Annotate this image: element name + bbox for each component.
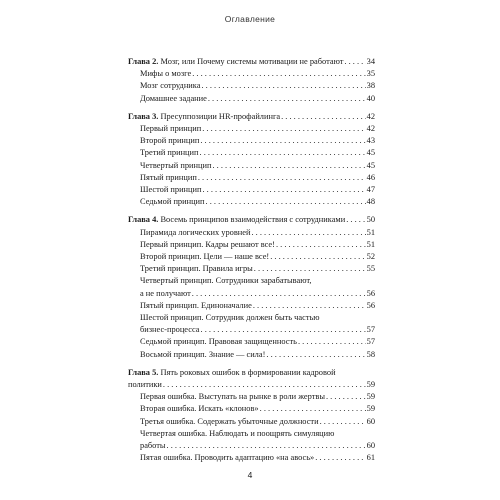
toc-item-line [140,172,375,184]
toc-item [128,349,375,361]
dot-leader [326,391,366,403]
dot-leader [276,239,366,251]
toc-item-title: Седьмой принцип [140,197,205,207]
dot-leader [253,300,366,312]
toc-item [128,160,375,172]
toc-item-line [140,123,375,135]
dot-leader [208,93,366,105]
toc-page-number: 42 [366,111,375,121]
toc-item-title: Первый принцип [140,124,202,134]
toc-item-title-line1: Четвертый принцип. Сотрудники зарабатывают, [140,276,312,286]
toc-page-number: 40 [366,93,375,103]
toc-chapter [128,56,375,105]
toc-item [128,263,375,275]
toc-item-line [140,184,375,196]
toc-page-number: 60 [366,441,375,451]
toc-item-line [140,440,375,452]
toc-item-title: Домашнее задание [140,93,207,103]
toc-item [128,135,375,147]
dot-leader [167,440,366,452]
dot-leader [270,251,365,263]
toc-item-title: Второй принцип [140,136,200,146]
toc-chapter-number: Глава 4. [128,215,159,225]
toc-page-number: 58 [366,349,375,359]
toc-item-title-line1: Шестой принцип. Сотрудник должен быть частью [140,313,320,323]
toc-page-number: 57 [366,325,375,335]
toc-item-title: Пирамида логических уровней [140,227,251,237]
toc-page-number: 55 [366,264,375,274]
toc-item [128,391,375,403]
toc-chapter-heading-line1 [128,367,375,379]
dot-leader [198,172,366,184]
toc-item-line [140,416,375,428]
toc-item-line [140,349,375,361]
toc-item-title: Третий принцип [140,148,199,158]
toc-chapter-title-wrap [128,56,343,68]
toc-item [128,123,375,135]
dot-leader [315,452,365,464]
toc-page-number: 42 [366,124,375,134]
toc-page-number: 59 [366,392,375,402]
toc-page-number: 56 [366,288,375,298]
toc-chapter-title-line1: Пять роковых ошибок в формировании кадровой [160,367,336,377]
toc-item-title: Третья ошибка. Содержать убыточные должности [140,416,319,426]
toc-item-line [140,80,375,92]
toc-chapter [128,214,375,360]
toc-item-title-line1: Четвертая ошибка. Наблюдать и поощрять симуляцию [140,428,335,438]
toc-page-number: 46 [366,172,375,182]
toc-item-title: Первая ошибка. Выступать на рынке в роли жертвы [140,392,325,402]
toc-item-line [140,160,375,172]
toc-chapter-title-wrap [128,214,345,226]
table-of-contents [128,56,375,465]
dot-leader [192,68,365,80]
toc-item-line [140,196,375,208]
toc-page-number: 59 [366,380,375,390]
dot-leader [192,288,366,300]
toc-item-title: бизнес-процесса [140,325,200,335]
toc-page-number: 35 [366,69,375,79]
page-header: Оглавление [224,14,276,24]
toc-item-line [140,227,375,239]
toc-item-line [140,403,375,415]
toc-item-title: а не получают [140,288,191,298]
toc-item-title: Второй принцип. Цели — наше все! [140,252,270,262]
toc-item-line [140,300,375,312]
toc-page-number: 52 [366,252,375,262]
toc-page-number: 38 [366,81,375,91]
dot-leader [201,80,365,92]
toc-item [128,300,375,312]
dot-leader [298,336,366,348]
toc-item-line [140,93,375,105]
toc-chapter-title: политики [128,380,162,390]
toc-chapter-title: Восемь принципов взаимодействия с сотрудниками [160,215,346,225]
toc-item-title: Пятый принцип [140,172,197,182]
toc-chapter-heading [128,111,375,123]
toc-item [128,227,375,239]
dot-leader [346,214,365,226]
toc-page-number: 51 [366,227,375,237]
toc-page-number: 60 [366,416,375,426]
page-number: 4 [247,470,253,480]
toc-item-title: Первый принцип. Кадры решают все! [140,239,275,249]
toc-item [128,172,375,184]
toc-item-line [140,336,375,348]
toc-chapter-number: Глава 5. [128,367,159,377]
toc-page-number: 45 [366,160,375,170]
toc-chapter-number: Глава 3. [128,111,159,121]
toc-item [128,239,375,251]
toc-item-line [140,251,375,263]
toc-page-number: 50 [366,215,375,225]
dot-leader [201,324,366,336]
toc-item-line [140,452,375,464]
toc-chapter-title: Пресуппозиции HR-профайлинга [160,111,281,121]
toc-item-line [140,391,375,403]
toc-item [128,93,375,105]
toc-chapter-title: Мозг, или Почему системы мотивации не работают [160,57,344,66]
toc-chapter-heading [128,214,375,226]
dot-leader [251,227,365,239]
toc-item [128,403,375,415]
toc-item [128,416,375,428]
toc-item [128,80,375,92]
toc-item-title: Седьмой принцип. Правовая защищенность [140,337,297,347]
toc-item [128,184,375,196]
toc-item-title: Мозг сотрудника [140,81,201,91]
toc-page-number: 45 [366,148,375,158]
toc-page-number: 48 [366,197,375,207]
toc-chapter-heading-line2 [128,379,375,391]
toc-item-title: Пятая ошибка. Проводить адаптацию «на авось» [140,453,315,463]
dot-leader [254,263,366,275]
toc-chapter-title-wrap [128,111,280,123]
toc-item-line [140,147,375,159]
dot-leader [260,403,366,415]
toc-page-number: 43 [366,136,375,146]
toc-item-line [140,324,375,336]
dot-leader [344,56,365,68]
toc-item-line [140,263,375,275]
toc-item [128,452,375,464]
dot-leader [202,123,365,135]
toc-page-number: 34 [366,57,375,66]
toc-page-number: 61 [366,453,375,463]
dot-leader [206,196,366,208]
toc-item-title: Шестой принцип [140,185,202,195]
toc-chapter-heading [128,56,375,68]
toc-item-title: Четвертый принцип [140,160,212,170]
dot-leader [200,135,365,147]
dot-leader [320,416,366,428]
toc-item [128,196,375,208]
toc-page-number: 57 [366,337,375,347]
toc-item-title: Восьмой принцип. Знание — сила! [140,349,266,359]
toc-item-title: Третий принцип. Правила игры [140,264,253,274]
toc-chapter [128,367,375,465]
toc-item-line [140,68,375,80]
toc-item [128,336,375,348]
dot-leader [163,379,366,391]
toc-item [128,251,375,263]
toc-item-title: Мифы о мозге [140,69,192,79]
toc-chapter [128,111,375,209]
toc-item-line [140,239,375,251]
toc-chapter-number: Глава 2. [128,57,159,66]
toc-page-number: 51 [366,239,375,249]
toc-page-number: 56 [366,300,375,310]
toc-page-number: 59 [366,404,375,414]
toc-item [128,147,375,159]
toc-page-number: 47 [366,185,375,195]
toc-item-title: Пятый принцип. Единоначалие [140,300,252,310]
toc-item-line [140,288,375,300]
dot-leader [281,111,366,123]
toc-item-title: Вторая ошибка. Искать «клонов» [140,404,259,414]
toc-item-title: работы [140,441,166,451]
dot-leader [200,147,366,159]
dot-leader [212,160,365,172]
toc-item [128,312,375,336]
toc-item [128,68,375,80]
toc-item [128,428,375,452]
toc-item [128,275,375,299]
toc-item-line [140,135,375,147]
dot-leader [202,184,365,196]
dot-leader [266,349,365,361]
